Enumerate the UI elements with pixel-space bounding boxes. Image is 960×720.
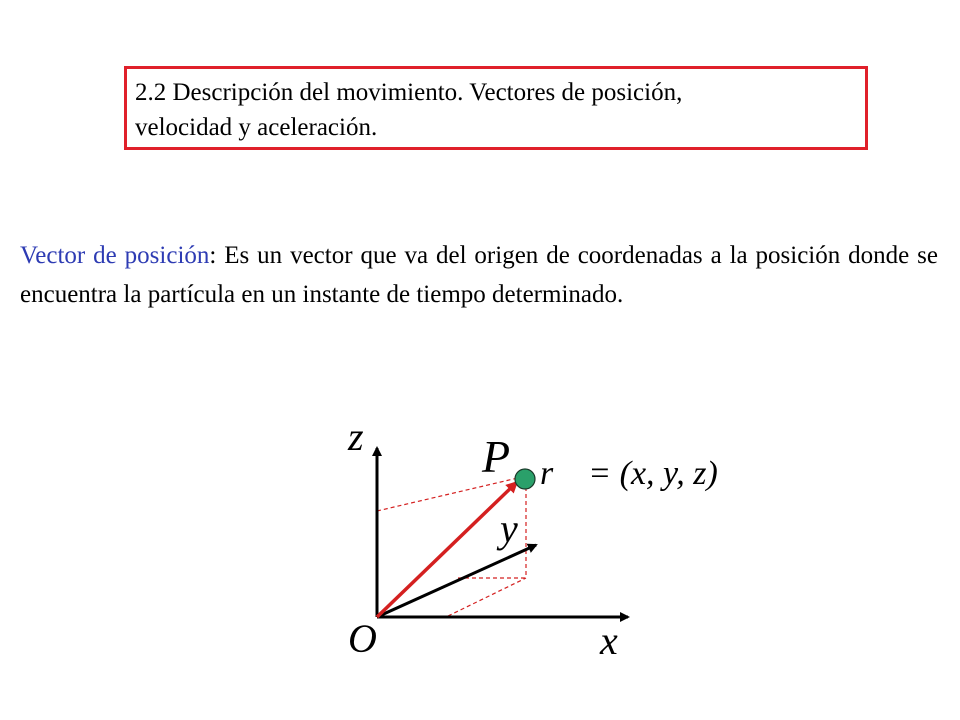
label-origin: O: [348, 616, 377, 660]
y-axis: [377, 545, 536, 617]
label-x: x: [600, 618, 618, 660]
particle-point: [515, 469, 535, 489]
section-title-box: [124, 66, 868, 150]
definition-text: : Es un vector que va del origen de coordenadas a la posición donde se encuentra la partícula en un instante de tiempo determinado.: [20, 242, 938, 308]
projection-x-to-foot: [448, 578, 526, 616]
label-point-p: P: [482, 431, 511, 482]
label-y: y: [500, 506, 518, 551]
definition-paragraph: [20, 236, 938, 314]
position-vector: [377, 483, 516, 617]
section-title-line-2: velocidad y aceleración.: [135, 114, 378, 141]
definition-term: Vector de posición: [20, 242, 210, 269]
position-vector-formula: r⃗ = (x, y, z): [540, 455, 718, 492]
section-title-line-1: 2.2 Descripción del movimiento. Vectores de posición,: [135, 79, 683, 106]
label-z: z: [348, 420, 364, 459]
